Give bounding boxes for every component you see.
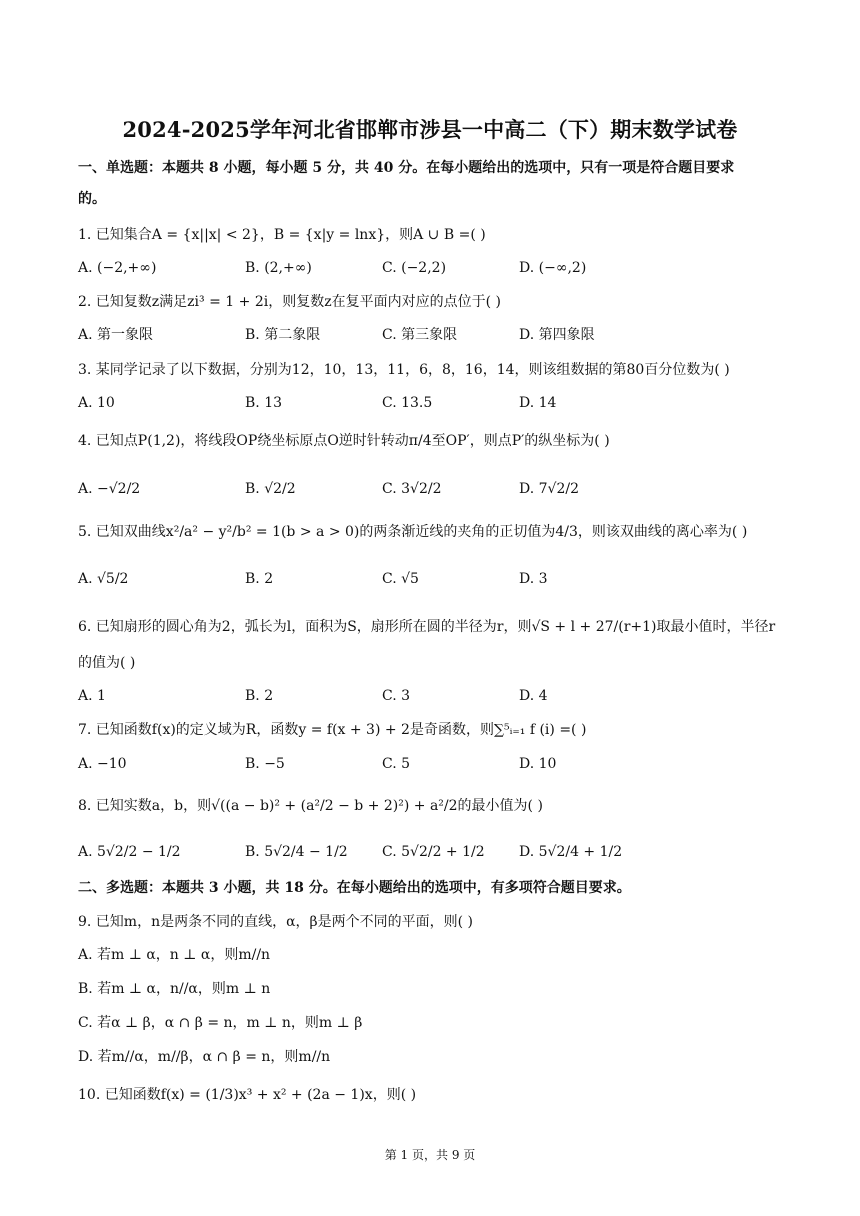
- question-2-option-c: C. 第三象限: [382, 327, 458, 343]
- question-6-stem-cont: 的值为( ): [78, 655, 136, 671]
- question-6-stem: 6. 已知扇形的圆心角为2，弧长为l，面积为S，扇形所在圆的半径为r，则√S + l + 27/(r+1)取最小值时，半径r: [78, 619, 776, 635]
- question-2-option-a: A. 第一象限: [78, 327, 154, 343]
- question-7-option-a: A. −10: [78, 756, 127, 772]
- question-3-option-b: B. 13: [245, 395, 283, 411]
- page-footer: 第 1 页，共 9 页: [384, 1148, 476, 1162]
- section-1-header-line1: 一、单选题：本题共 8 小题，每小题 5 分，共 40 分。在每小题给出的选项中，只有一项是符合题目要求: [78, 160, 735, 176]
- question-3-option-c: C. 13.5: [382, 395, 433, 411]
- question-8-stem: 8. 已知实数a，b，则√((a − b)² + (a²/2 − b + 2)²) + a²/2的最小值为( ): [78, 798, 543, 814]
- page-title: 2024-2025学年河北省邯郸市涉县一中高二（下）期末数学试卷: [122, 117, 738, 142]
- question-1-stem: 1. 已知集合A = {x||x| < 2}，B = {x|y = lnx}，则A ∪ B =( ): [78, 227, 486, 243]
- question-6-option-b: B. 2: [245, 688, 274, 704]
- question-7-option-d: D. 10: [519, 756, 557, 772]
- question-7-option-b: B. −5: [245, 756, 285, 772]
- question-4-option-d: D. 7√2/2: [519, 481, 579, 497]
- question-7-option-c: C. 5: [382, 756, 411, 772]
- question-6-option-a: A. 1: [78, 688, 106, 704]
- question-5-option-b: B. 2: [245, 571, 274, 587]
- question-8-option-b: B. 5√2/4 − 1/2: [245, 844, 348, 860]
- question-6-option-d: D. 4: [519, 688, 548, 704]
- question-3-stem: 3. 某同学记录了以下数据，分别为12，10，13，11，6，8，16，14，则该组数据的第80百分位数为( ): [78, 362, 730, 378]
- question-9-option-c: C. 若α ⊥ β，α ∩ β = n，m ⊥ n，则m ⊥ β: [78, 1015, 363, 1031]
- question-6-option-c: C. 3: [382, 688, 411, 704]
- question-5-option-d: D. 3: [519, 571, 548, 587]
- question-1-option-d: D. (−∞,2): [519, 260, 587, 276]
- question-9-stem: 9. 已知m，n是两条不同的直线，α，β是两个不同的平面，则( ): [78, 914, 474, 930]
- question-3-option-d: D. 14: [519, 395, 557, 411]
- section-1-header-line2: 的。: [78, 191, 106, 207]
- question-9-option-b: B. 若m ⊥ α，n//α，则m ⊥ n: [78, 981, 271, 997]
- question-4-option-a: A. −√2/2: [78, 481, 141, 497]
- question-8-option-c: C. 5√2/2 + 1/2: [382, 844, 485, 860]
- question-8-option-d: D. 5√2/4 + 1/2: [519, 844, 623, 860]
- question-8-option-a: A. 5√2/2 − 1/2: [78, 844, 181, 860]
- question-3-option-a: A. 10: [78, 395, 115, 411]
- question-4-stem: 4. 已知点P(1,2)，将线段OP绕坐标原点O逆时针转动π/4至OP′，则点P′的纵坐标为( ): [78, 433, 610, 449]
- question-1-option-a: A. (−2,+∞): [78, 260, 157, 276]
- section-2-header: 二、多选题：本题共 3 小题，共 18 分。在每小题给出的选项中，有多项符合题目要求。: [78, 880, 631, 896]
- question-4-option-b: B. √2/2: [245, 481, 296, 497]
- question-2-option-d: D. 第四象限: [519, 327, 595, 343]
- question-2-option-b: B. 第二象限: [245, 327, 321, 343]
- question-9-option-a: A. 若m ⊥ α，n ⊥ α，则m//n: [78, 947, 271, 963]
- question-4-option-c: C. 3√2/2: [382, 481, 442, 497]
- question-2-stem: 2. 已知复数z满足zi³ = 1 + 2i，则复数z在复平面内对应的点位于( ): [78, 294, 501, 310]
- question-5-stem: 5. 已知双曲线x²/a² − y²/b² = 1(b > a > 0)的两条渐近线的夹角的正切值为4/3，则该双曲线的离心率为( ): [78, 524, 748, 540]
- question-5-option-c: C. √5: [382, 571, 419, 587]
- question-7-stem: 7. 已知函数f(x)的定义域为R，函数y = f(x + 3) + 2是奇函数，则∑⁵ᵢ₌₁ f (i) =( ): [78, 722, 587, 738]
- question-10-stem: 10. 已知函数f(x) = (1/3)x³ + x² + (2a − 1)x，则( ): [78, 1087, 417, 1103]
- question-1-option-b: B. (2,+∞): [245, 260, 312, 276]
- question-9-option-d: D. 若m//α，m//β，α ∩ β = n，则m//n: [78, 1049, 331, 1065]
- question-1-option-c: C. (−2,2): [382, 260, 447, 276]
- question-5-option-a: A. √5/2: [78, 571, 129, 587]
